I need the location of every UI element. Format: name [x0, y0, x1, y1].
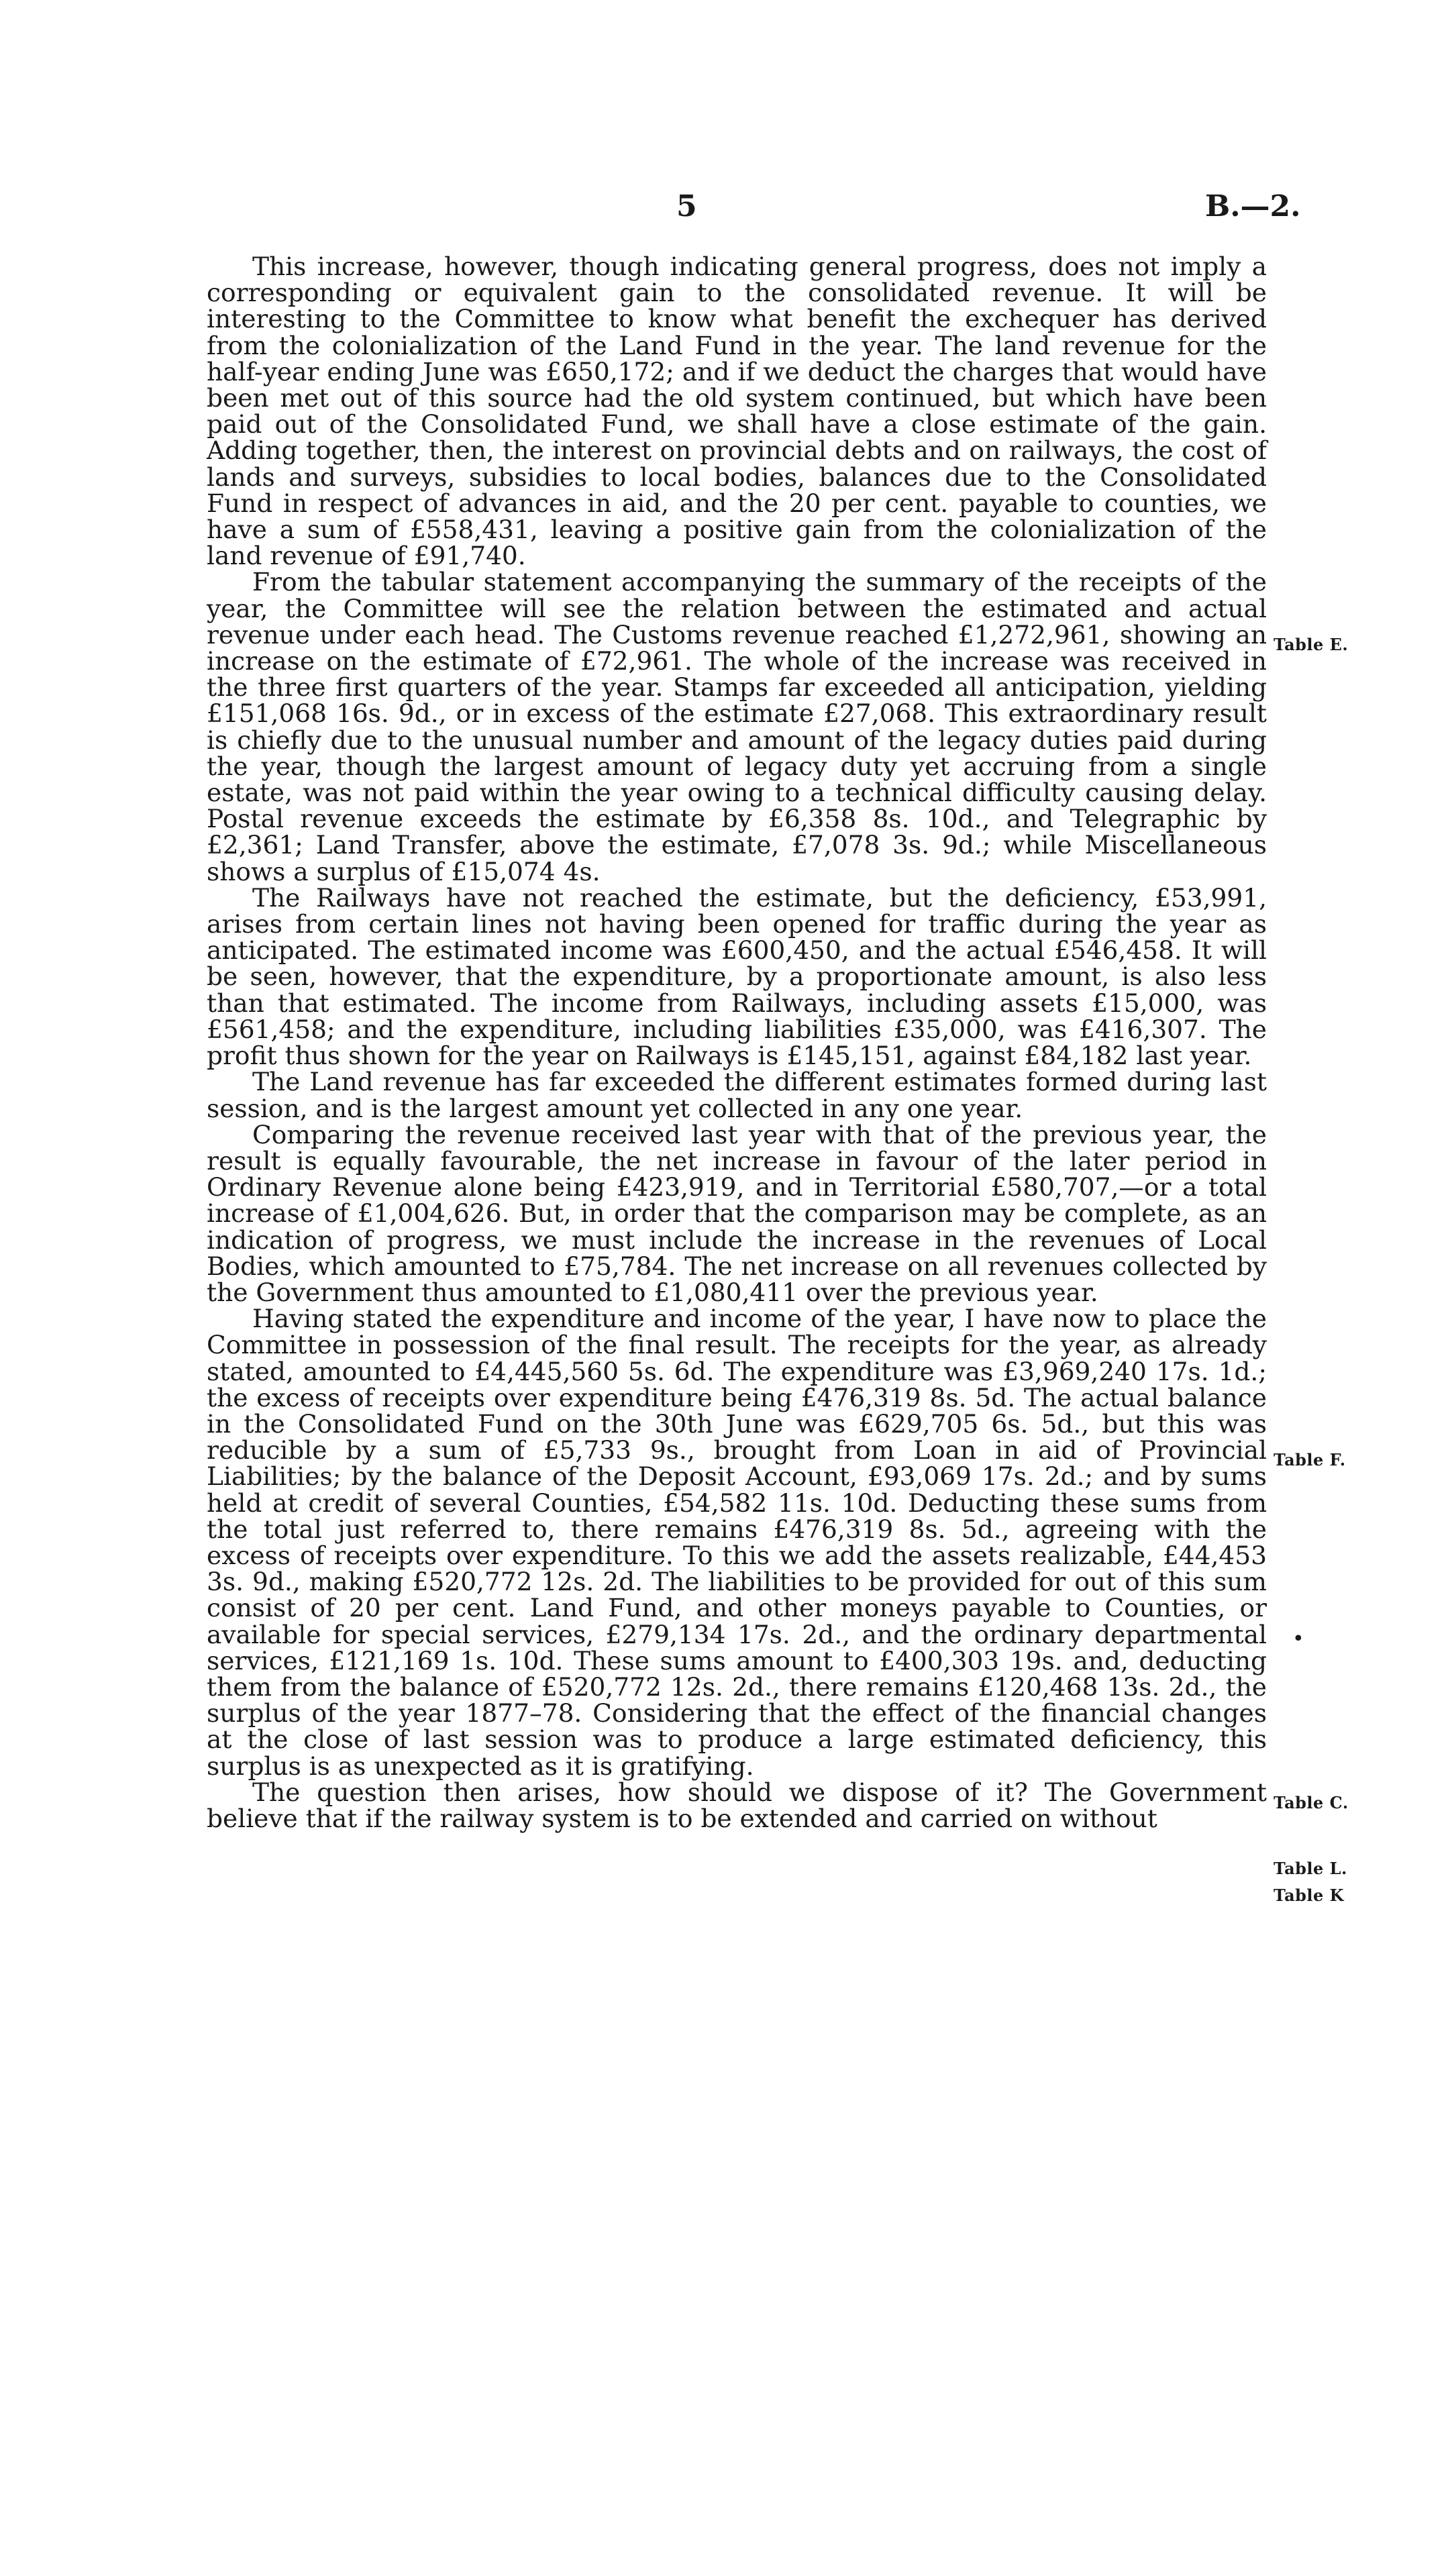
margin-note-table-l: Table L. [1274, 1859, 1347, 1878]
paragraph: This increase, however, though indicating general progress, does not imply a corresponding or equivalent gain to the consolidated revenue. It will be interesting to the Committee to know what benefit the exchequer has derived from the colonialization of the Land Fund in the year. The land revenue for the half-year ending June was £650,172; and if we deduct the charges that would have been met out of this source had the old system continued, but which have been paid out of the Consolidated Fund, we shall have a close estimate of the gain. Adding together, then, the interest on provincial debts and on railways, the cost of lands and surveys, subsidies to local bodies, balances due to the Consolidated Fund in respect of advances in aid, and the 20 per cent. payable to counties, we have a sum of £558,431, leaving a positive gain from the colonialization of the land revenue of £91,740. [207, 252, 1267, 571]
margin-note-table-f: Table F. [1274, 1450, 1346, 1470]
margin-note-table-c: Table C. [1274, 1793, 1349, 1812]
paragraph: The Railways have not reached the estimate, but the deficiency, £53,991, arises from certain lines not having been opened for traffic during the year as anticipated. The estimated income was £600,450, and the actual £546,458. It will be seen, however, that the expenditure, by a proportionate amount, is also less than that estimated. The income from Railways, including assets £15,000, was £561,458; and the expenditure, including liabilities £35,000, was £416,307. The profit thus shown for the year on Railways is £145,151, against £84,182 last year. [207, 882, 1267, 1071]
paragraph: The Land revenue has far exceeded the different estimates formed during last session, and is the largest amount yet collected in any one year. [207, 1067, 1267, 1123]
stray-mark: • [1292, 1627, 1304, 1651]
page-number: 5 [676, 189, 697, 223]
paragraph: The question then arises, how should we dispose of it? The Government believe that if the railway system is to be extended and carried on without [207, 1777, 1267, 1833]
body-text [207, 254, 1267, 1832]
series-number: B.—2. [1205, 189, 1301, 223]
margin-note-table-e: Table E. [1274, 635, 1349, 654]
margin-note-table-k: Table K [1274, 1886, 1344, 1905]
paragraph: Comparing the revenue received last year with that of the previous year, the result is equally favourable, the net increase in favour of the later period in Ordinary Revenue alone being £423,919, and in Territorial £580,707,—or a total increase of £1,004,626. But, in order that the comparison may be complete, as an indication of progress, we must include the increase in the revenues of Local Bodies, which amounted to £75,784. The net increase on all revenues collected by the Government thus amounted to £1,080,411 over the previous year. [207, 1119, 1267, 1307]
paragraph: Having stated the expenditure and income of the year, I have now to place the Committee in possession of the final result. The receipts for the year, as already stated, amounted to £4,445,560 5s. 6d. The expenditure was £3,969,240 17s. 1d.; the excess of receipts over expenditure being £476,319 8s. 5d. The actual balance in the Consolidated Fund on the 30th June was £629,705 6s. 5d., but this was reducible by a sum of £5,733 9s., brought from Loan in aid of Provincial Liabilities; by the balance of the Deposit Account, £93,069 17s. 2d.; and by sums held at credit of several Counties, £54,582 11s. 10d. Deducting these sums from the total just referred to, there remains £476,319 8s. 5d., agreeing with the excess of receipts over expenditure. To this we add the assets realizable, £44,453 3s. 9d., making £520,772 12s. 2d. The liabilities to be provided for out of this sum consist of 20 per cent. Land Fund, and other moneys payable to Counties, or available for special services, £279,134 17s. 2d., and the ordinary departmental services, £121,169 1s. 10d. These sums amount to £400,303 19s. and, deducting them from the balance of £520,772 12s. 2d., there remains £120,468 13s. 2d., the surplus of the year 1877–78. Considering that the effect of the financial changes at the close of last session was to produce a large estimated deficiency, this surplus is as unexpected as it is gratifying. [207, 1304, 1267, 1781]
paragraph: From the tabular statement accompanying the summary of the receipts of the year, the Committee will see the relation between the estimated and actual revenue under each head. The Customs revenue reached £1,272,961, showing an increase on the estimate of £72,961. The whole of the increase was received in the three first quarters of the year. Stamps far exceeded all anticipation, yielding £151,068 16s. 9d., or in excess of the estimate £27,068. This extraordinary result is chiefly due to the unusual number and amount of the legacy duties paid during the year, though the largest amount of legacy duty yet accruing from a single estate, was not paid within the year owing to a technical difficulty causing delay. Postal revenue exceeds the estimate by £6,358 8s. 10d., and Telegraphic by £2,361; Land Transfer, above the estimate, £7,078 3s. 9d.; while Miscellaneous shows a surplus of £15,074 4s. [207, 567, 1267, 886]
